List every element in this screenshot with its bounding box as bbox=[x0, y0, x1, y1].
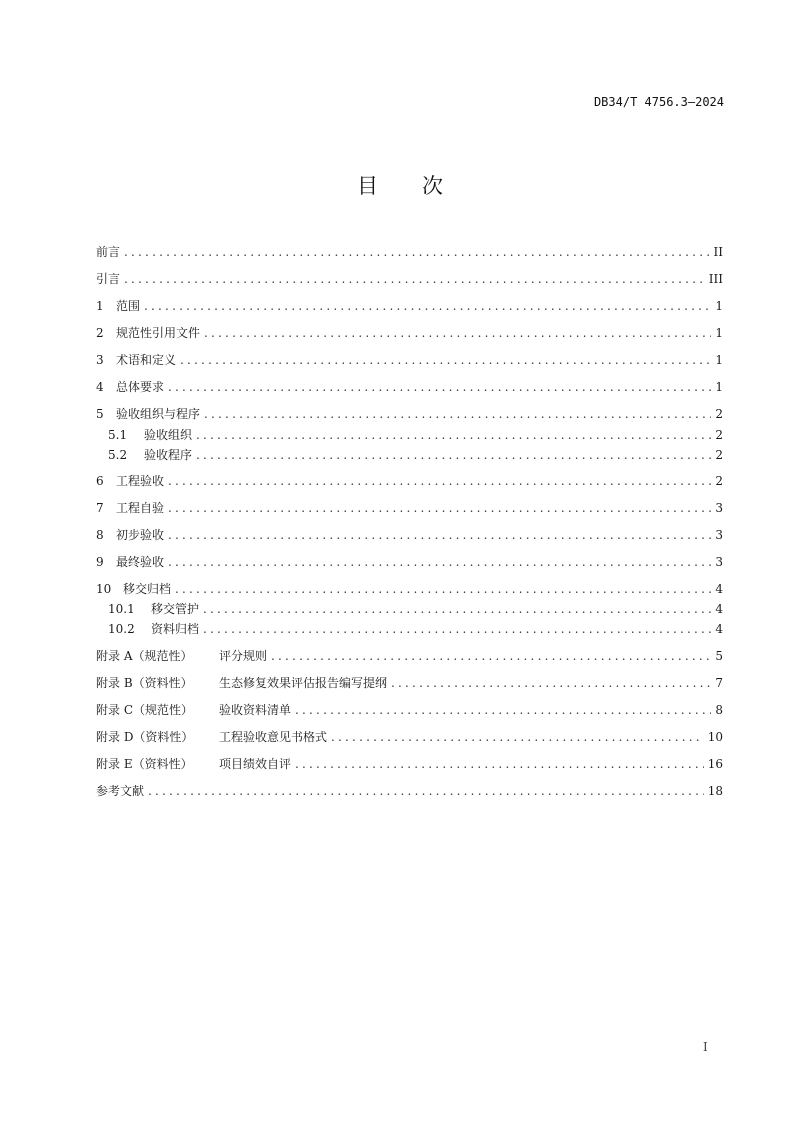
toc-entry-page: 1 bbox=[715, 353, 723, 367]
dot-leader bbox=[204, 406, 711, 422]
dot-leader bbox=[196, 427, 711, 443]
toc-entry-number: 10.1 bbox=[108, 602, 135, 616]
toc-entry-label: 移交归档 bbox=[123, 582, 172, 596]
toc-entry-number: 5.2 bbox=[108, 448, 128, 462]
toc-entry-label: 初步验收 bbox=[116, 528, 165, 542]
title-char-2: 次 bbox=[422, 174, 443, 198]
toc-entry-label: 验收组织与程序 bbox=[116, 407, 201, 421]
toc-entry-number: 附录 C（规范性） bbox=[96, 703, 193, 717]
dot-leader bbox=[204, 325, 711, 341]
dot-leader bbox=[168, 473, 711, 489]
dot-leader bbox=[180, 352, 711, 368]
toc-entry-number: 附录 D（资料性） bbox=[96, 730, 194, 744]
toc-entry-10-2[interactable] bbox=[96, 621, 723, 637]
toc-entry-number: 附录 E（资料性） bbox=[96, 757, 193, 771]
toc-entry-4[interactable] bbox=[96, 379, 723, 395]
toc-entry-page: 1 bbox=[715, 299, 723, 313]
title-char-1: 目 bbox=[357, 174, 378, 198]
dot-leader bbox=[168, 527, 711, 543]
toc-entry-number: 4 bbox=[96, 380, 104, 394]
toc-entry-number: 附录 A（规范性） bbox=[96, 649, 193, 663]
toc-entry-label: 移交管护 bbox=[151, 602, 200, 616]
dot-leader bbox=[144, 298, 711, 314]
toc-entry-label: 术语和定义 bbox=[116, 353, 177, 367]
dot-leader bbox=[168, 554, 711, 570]
toc-entry-page: 10 bbox=[707, 730, 723, 744]
dot-leader bbox=[124, 244, 710, 260]
toc-entry-number: 6 bbox=[96, 474, 104, 488]
toc-entry-label: 验收资料清单 bbox=[219, 703, 292, 717]
toc-entry-page: 18 bbox=[707, 784, 723, 798]
toc-entry-number: 10.2 bbox=[108, 622, 135, 636]
toc-entry-appendix-c[interactable] bbox=[96, 702, 723, 718]
toc-entry-page: 16 bbox=[707, 757, 723, 771]
dot-leader bbox=[175, 581, 711, 597]
toc-entry-page: 2 bbox=[715, 448, 723, 462]
toc-entry-10[interactable] bbox=[96, 581, 723, 597]
dot-leader bbox=[203, 601, 711, 617]
toc-entry-number: 3 bbox=[96, 353, 104, 367]
toc-entry-number: 5 bbox=[96, 407, 104, 421]
toc-entry-number: 5.1 bbox=[108, 428, 128, 442]
dot-leader bbox=[391, 675, 711, 691]
toc-entry-label: 资料归档 bbox=[151, 622, 200, 636]
toc-entry-7[interactable] bbox=[96, 500, 723, 516]
toc-entry-page: 3 bbox=[715, 528, 723, 542]
toc-entry-number: 附录 B（资料性） bbox=[96, 676, 193, 690]
toc-entry-1[interactable] bbox=[96, 298, 723, 314]
dot-leader bbox=[331, 729, 704, 745]
toc-entry-label: 生态修复效果评估报告编写提纲 bbox=[219, 676, 388, 690]
toc-entry-2[interactable] bbox=[96, 325, 723, 341]
toc-entry-label: 前言 bbox=[96, 245, 121, 259]
page-number: I bbox=[703, 1040, 708, 1054]
toc-entry-appendix-b[interactable] bbox=[96, 675, 723, 691]
toc-entry-label: 参考文献 bbox=[96, 784, 145, 798]
toc-entry-page: 2 bbox=[715, 407, 723, 421]
toc-entry-page: 4 bbox=[715, 622, 723, 636]
toc-entry-label: 验收组织 bbox=[144, 428, 193, 442]
toc-entry-page: 7 bbox=[715, 676, 723, 690]
dot-leader bbox=[196, 447, 711, 463]
dot-leader bbox=[168, 500, 711, 516]
toc-entry-page: 4 bbox=[715, 602, 723, 616]
dot-leader bbox=[295, 702, 711, 718]
toc-entry-page: II bbox=[713, 245, 723, 259]
toc-entry-number: 8 bbox=[96, 528, 104, 542]
toc-entry-page: 3 bbox=[715, 501, 723, 515]
toc-entry-label: 验收程序 bbox=[144, 448, 193, 462]
toc-entry-label: 引言 bbox=[96, 272, 121, 286]
toc-entry-3[interactable] bbox=[96, 352, 723, 368]
toc-entry-number: 9 bbox=[96, 555, 104, 569]
toc-entry-6[interactable] bbox=[96, 473, 723, 489]
toc-entry-page: 4 bbox=[715, 582, 723, 596]
document-code: DB34/T 4756.3—2024 bbox=[593, 95, 724, 109]
dot-leader bbox=[203, 621, 711, 637]
toc-entry-number: 2 bbox=[96, 326, 104, 340]
toc-entry-label: 范围 bbox=[116, 299, 141, 313]
toc-entry-5-2[interactable] bbox=[96, 447, 723, 463]
toc-entry-label: 规范性引用文件 bbox=[116, 326, 201, 340]
toc-entry-label: 工程验收意见书格式 bbox=[219, 730, 328, 744]
toc-entry-5-1[interactable] bbox=[96, 427, 723, 443]
toc-entry-label: 工程验收 bbox=[116, 474, 165, 488]
dot-leader bbox=[295, 756, 704, 772]
toc-entry-8[interactable] bbox=[96, 527, 723, 543]
dot-leader bbox=[168, 379, 711, 395]
toc-entry-appendix-a[interactable] bbox=[96, 648, 723, 664]
toc-entry-foreword[interactable] bbox=[96, 244, 723, 260]
toc-entry-page: 2 bbox=[715, 428, 723, 442]
toc-entry-label: 最终验收 bbox=[116, 555, 165, 569]
toc-entry-references[interactable] bbox=[96, 783, 723, 799]
toc-entry-number: 7 bbox=[96, 501, 104, 515]
toc-entry-page: 1 bbox=[715, 380, 723, 394]
toc-entry-page: 1 bbox=[715, 326, 723, 340]
toc-entry-page: III bbox=[708, 272, 723, 286]
toc-entry-appendix-d[interactable] bbox=[96, 729, 723, 745]
toc-entry-page: 8 bbox=[715, 703, 723, 717]
toc-entry-introduction[interactable] bbox=[96, 271, 723, 287]
toc-entry-appendix-e[interactable] bbox=[96, 756, 723, 772]
page-title bbox=[0, 170, 800, 200]
dot-leader bbox=[271, 648, 711, 664]
toc-entry-label: 总体要求 bbox=[116, 380, 165, 394]
toc-entry-10-1[interactable] bbox=[96, 601, 723, 617]
toc-entry-number: 10 bbox=[96, 582, 112, 596]
dot-leader bbox=[124, 271, 705, 287]
toc-entry-page: 5 bbox=[715, 649, 723, 663]
dot-leader bbox=[148, 783, 704, 799]
toc-entry-label: 评分规则 bbox=[219, 649, 268, 663]
toc-entry-page: 3 bbox=[715, 555, 723, 569]
toc-entry-page: 2 bbox=[715, 474, 723, 488]
toc-entry-number: 1 bbox=[96, 299, 104, 313]
toc-entry-label: 项目绩效自评 bbox=[219, 757, 292, 771]
toc-entry-label: 工程自验 bbox=[116, 501, 165, 515]
toc-entry-9[interactable] bbox=[96, 554, 723, 570]
toc-entry-5[interactable] bbox=[96, 406, 723, 422]
